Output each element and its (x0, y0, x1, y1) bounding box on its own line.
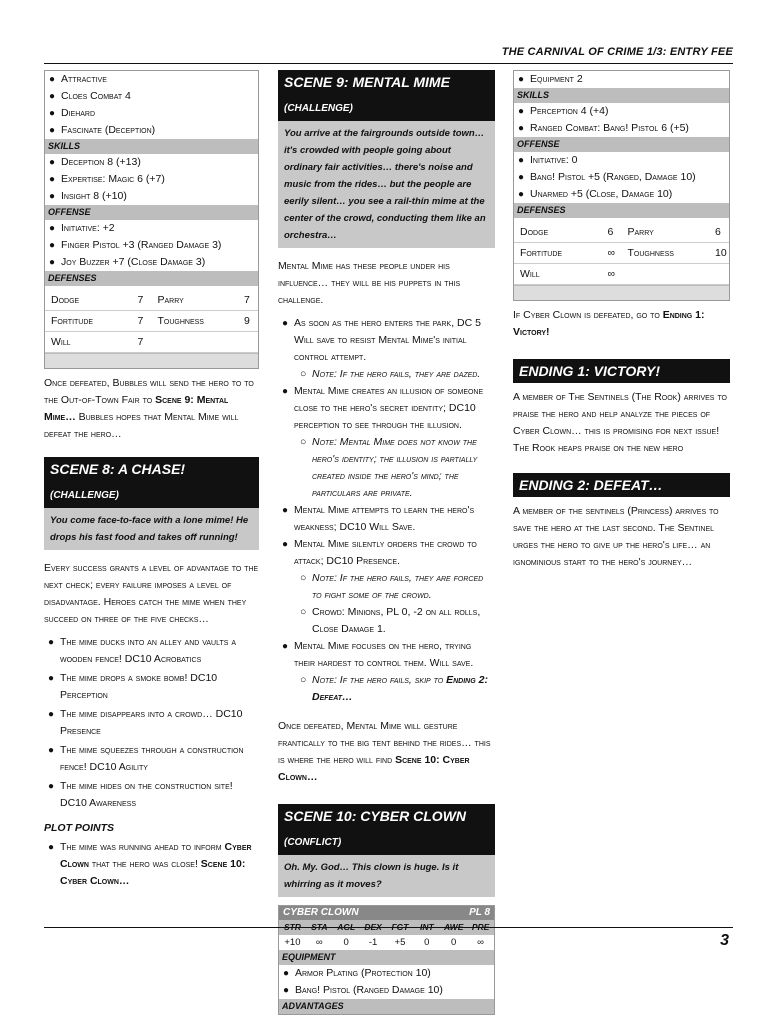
list-item: ● Ranged Combat: Bang! Pistol 6 (+5) (518, 122, 689, 134)
list-item: ● Mental Mime silently orders the crowd to attack; DC10 Presence. (282, 538, 477, 567)
footer-rule (44, 927, 733, 928)
list-item: ● Joy Buzzer +7 (Close Damage 3) (49, 256, 206, 268)
list-item: ● Mental Mime focuses on the hero, trying their hardest to control them. Will save. (282, 640, 474, 669)
scene-8-list (44, 634, 259, 812)
list-item: ● Armor Plating (Protection 10) (283, 967, 431, 979)
cyber-clown-stat-block (278, 905, 495, 1015)
scene-9-body: Mental Mime has these people under his influence… they will be his puppets in this challenge. (278, 260, 461, 306)
list-item: ● As soon as the hero enters the park, DC 5 Will save to resist Mental Mime's initial control attempt. (282, 317, 481, 363)
list-item: ● Cloes Combat 4 (49, 90, 131, 102)
list-item: ● The mime drops a smoke bomb! DC10 Perception (48, 672, 218, 701)
ending-2-body: A member of the sentinels (Princess) arrives to save the hero at the last second. The Sentinel urges the hero to give up the hero's life… an ignominious start to the hero's journey… (513, 505, 719, 568)
abilities-grid: STR STA AGL DEX FGT INT AWE PRE +10 ∞ 0 -1 +5 0 0 ∞ (279, 920, 494, 950)
clown-defeat-text: If Cyber Clown is defeated, go to Ending 1: Victory! (513, 309, 705, 338)
list-item: ● Attractive (49, 73, 107, 85)
defenses-table: Dodge 6 Parry 6 Fortitude ∞ Toughness 10 Will ∞ (514, 222, 729, 285)
plot-point-item: ● The mime was running ahead to inform Cyber Clown that the hero was close! Scene 10: Cyber Clown… (48, 841, 252, 887)
header-rule (44, 63, 733, 64)
scene-9-title: SCENE 9: MENTAL MIME (CHALLENGE) (278, 70, 495, 121)
list-item: ● Fascinate (Deception) (49, 124, 156, 136)
list-item: ● Perception 4 (+4) (518, 105, 609, 117)
sub-item: ○ Note: If the hero fails, they are forced to fight some of the crowd. (300, 572, 484, 601)
list-item: ● The mime ducks into an alley and vaults a wooden fence! DC10 Acrobatics (48, 636, 237, 665)
list-item: ● Bang! Pistol +5 (Ranged, Damage 10) (518, 171, 696, 183)
column-1 (44, 70, 259, 890)
bubbles-defeat-text: Once defeated, Bubbles will send the hero to to the Out-of-Town Fair to Scene 9: Mental Mime… Bubbles hopes that Mental Mime will defeat the hero… (44, 377, 254, 440)
scene-8-body: Every success grants a level of advantage to the next check; every failure imposes a level of disadvantage. Heroes catch the mime when they succeed on three of the five checks… (44, 562, 259, 625)
scene-8-title: SCENE 8: A CHASE! (CHALLENGE) (44, 457, 259, 508)
sub-item: ○ Note: Mental Mime does not know the hero's identity; the illusion is partially created inside the hero's mind; the particulars are private. (300, 436, 478, 499)
list-item: ● Finger Pistol +3 (Ranged Damage 3) (49, 239, 222, 251)
list-item: ● Initiative: +2 (49, 222, 115, 234)
offense-header: OFFENSE (514, 137, 729, 152)
column-2 (278, 70, 495, 1015)
list-item: ● The mime hides on the construction site! DC10 Awareness (48, 780, 233, 809)
advantages-header: ADVANTAGES (279, 999, 494, 1014)
ending-1-title: ENDING 1: VICTORY! (513, 359, 730, 383)
page-number: 3 (720, 932, 729, 949)
list-item: ● Equipment 2 (518, 73, 583, 85)
scene-10-title: SCENE 10: CYBER CLOWN (CONFLICT) (278, 804, 495, 855)
sub-item: ○ Note: If the hero fails, they are dazed. (300, 368, 481, 380)
scene-8-intro: You come face-to-face with a lone mime! He drops his fast food and takes off running! (44, 508, 259, 550)
list-item: ● Expertise: Magic 6 (+7) (49, 173, 165, 185)
plot-points-heading: PLOT POINTS (44, 822, 115, 834)
list-item: ● The mime squeezes through a construction fence! DC10 Agility (48, 744, 244, 773)
sub-item: ○ Note: If the hero fails, skip to Ending 2: Defeat… (300, 674, 488, 703)
defenses-header: DEFENSES (45, 271, 258, 286)
column-3 (513, 70, 730, 577)
cyber-clown-stat-continued (513, 70, 730, 301)
running-header: THE CARNIVAL OF CRIME 1/3: ENTRY FEE (501, 46, 733, 58)
scene-10-intro: Oh. My. God… This clown is huge. Is it whirring as it moves? (278, 855, 495, 897)
stat-block-header: CYBER CLOWN PL 8 (279, 906, 494, 920)
list-item: ● Mental Mime creates an illusion of someone close to the hero's secret identity; DC10 perception to see through the illusion. (282, 385, 484, 431)
scene-9-intro: You arrive at the fairgrounds outside town… it's crowded with people going about ordinary fair activities… there's noise and music from the rides… but the people are eerily silent… you see a rail-thin mime at the center of the crowd, conducting them like an orchestra… (278, 121, 495, 248)
skills-header: SKILLS (514, 88, 729, 103)
skills-header: SKILLS (45, 139, 258, 154)
list-item: ● The mime disappears into a crowd… DC10 Presence (48, 708, 243, 737)
list-item: ● Deception 8 (+13) (49, 156, 141, 168)
bubbles-stat-block (44, 70, 259, 369)
list-item: ● Unarmed +5 (Close, Damage 10) (518, 188, 673, 200)
ending-1-body: A member of The Sentinels (The Rook) arrives to praise the hero and help analyze the pieces of Cyber Clown… this is promising for next issue! The Rook heaps praise on the new hero (513, 391, 727, 454)
list-item: ● Mental Mime attempts to learn the hero's weakness; DC10 Will Save. (282, 504, 475, 533)
defenses-table: Dodge 7 Parry 7 Fortitude 7 Toughness 9 Will 7 (45, 290, 258, 353)
scene-9-list (278, 315, 495, 706)
sub-item: ○ Crowd: Minions, PL 0, -2 on all rolls, Close Damage 1. (300, 606, 481, 635)
list-item: ● Bang! Pistol (Ranged Damage 10) (283, 984, 443, 996)
offense-header: OFFENSE (45, 205, 258, 220)
equipment-header: EQUIPMENT (279, 950, 494, 965)
list-item: ● Initiative: 0 (518, 154, 578, 166)
defenses-header: DEFENSES (514, 203, 729, 218)
ending-2-title: ENDING 2: DEFEAT… (513, 473, 730, 497)
list-item: ● Diehard (49, 107, 96, 119)
mime-defeat-text: Once defeated, Mental Mime will gesture frantically to the big tent behind the rides… this is where the hero will find Scene 10: Cyber Clown… (278, 720, 491, 783)
list-item: ● Insight 8 (+10) (49, 190, 127, 202)
